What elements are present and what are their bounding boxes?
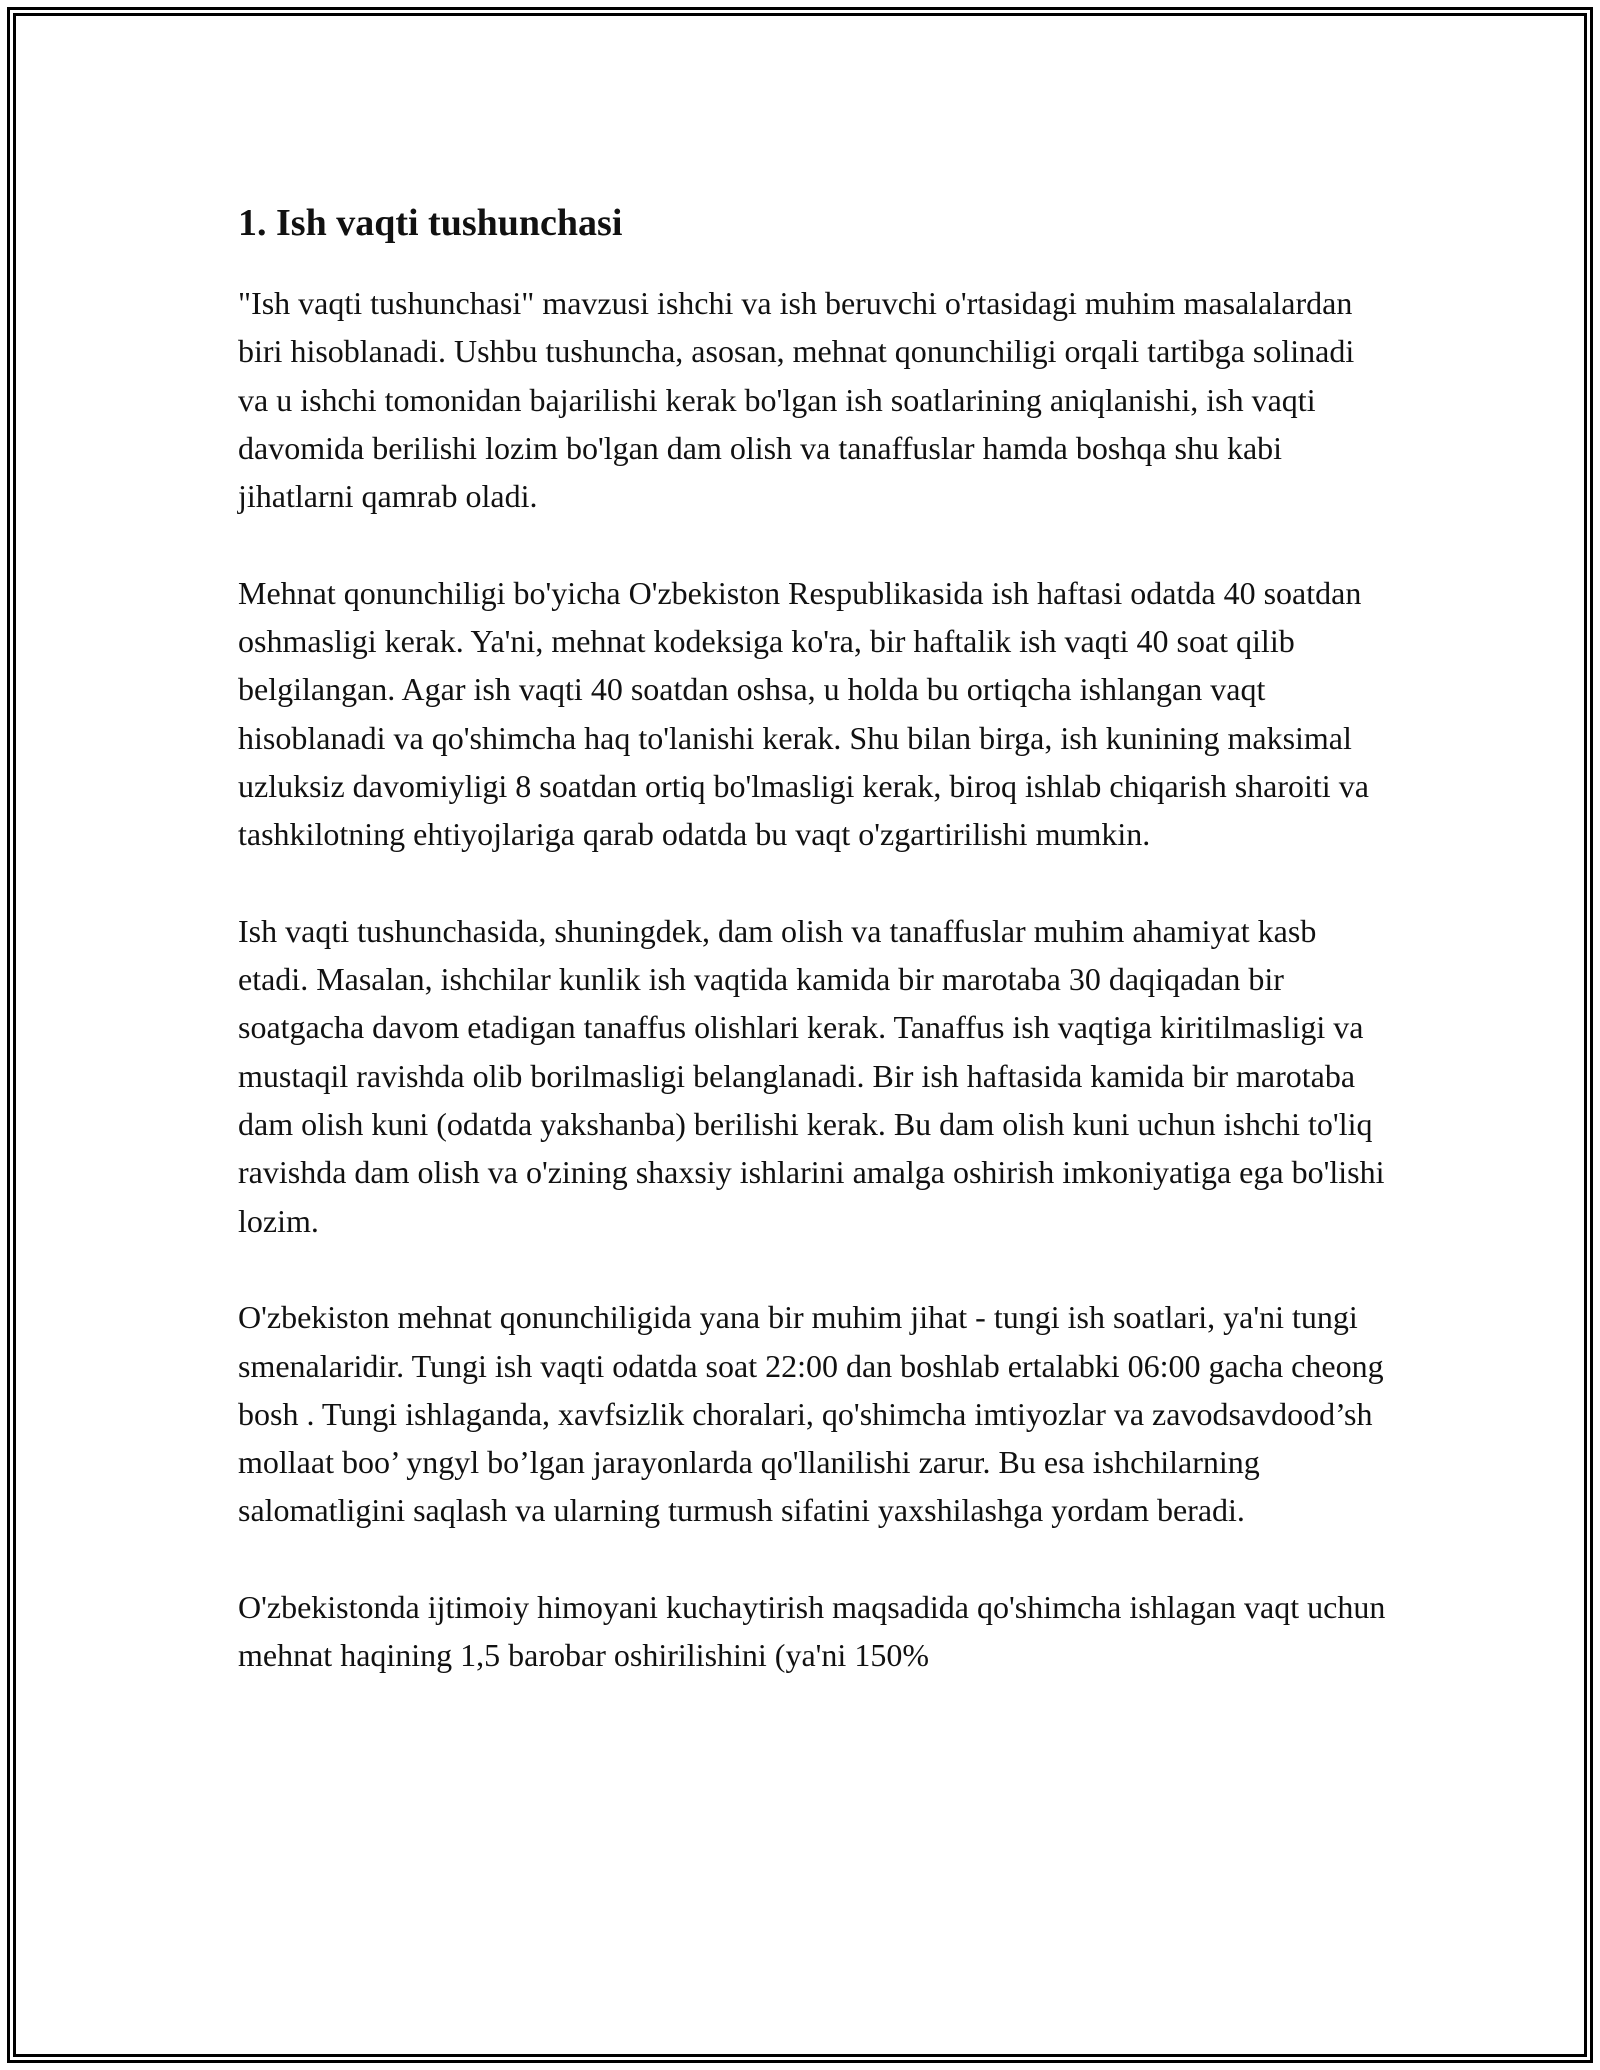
paragraph-2: Mehnat qonunchiligi bo'yicha O'zbekiston Respublikasida ish haftasi odatda 40 soatdan oshmasligi kerak. Ya'ni, mehnat kodeksiga ko'ra, bir haftalik ish vaqti 40 soat qilib belgilangan. Agar ish vaqti 40 soatdan oshsa, u holda bu ortiqcha ishlangan vaqt hisoblanadi va qo'shimcha haq to'lanishi kerak. Shu bilan birga, ish kunining maksimal uzluksiz davomiyligi 8 soatdan ortiq bo'lmasligi kerak, biroq ishlab chiqarish sharoiti va tashkilotning ehtiyojlariga qarab odatda bu vaqt o'zgartirilishi mumkin. — [238, 574, 1369, 853]
document-body — [238, 199, 1388, 1728]
paragraph-4: O'zbekiston mehnat qonunchiligida yana bir muhim jihat - tungi ish soatlari, ya'ni tungi smenalaridir. Tungi ish vaqti odatda soat 22:00 dan boshlab ertalabki 06:00 gacha cheong bosh . Tungi ishlaganda, xavfsizlik choralari, qo'shimcha imtiyozlar va zavodsavdood’sh mollaat boo’ yngyl bo’lgan jarayonlarda qo'llanilishi zarur. Bu esa ishchilarning salomatligini saqlash va ularning turmush sifatini yaxshilashga yordam beradi. — [238, 1299, 1384, 1529]
paragraph-1: "Ish vaqti tushunchasi" mavzusi ishchi va ish beruvchi o'rtasidagi muhim masalalardan biri hisoblanadi. Ushbu tushuncha, asosan, mehnat qonunchiligi orqali tartibga solinadi va u ishchi tomonidan bajarilishi kerak bo'lgan ish soatlarining aniqlanishi, ish vaqti davomida berilishi lozim bo'lgan dam olish va tanaffuslar hamda boshqa shu kabi jihatlarni qamrab oladi. — [238, 285, 1355, 515]
paragraph-3: Ish vaqti tushunchasida, shuningdek, dam olish va tanaffuslar muhim ahamiyat kasb etadi. Masalan, ishchilar kunlik ish vaqtida kamida bir marotaba 30 daqiqadan bir soatgacha davom etadigan tanaffus olishlari kerak. Tanaffus ish vaqtiga kiritilmasligi va mustaqil ravishda olib borilmasligi belanglanadi. Bir ish haftasida kamida bir marotaba dam olish kuni (odatda yakshanba) berilishi kerak. Bu dam olish kuni uchun ishchi to'liq ravishda dam olish va o'zining shaxsiy ishlarini amalga oshirish imkoniyatiga ega bo'lishi lozim. — [238, 912, 1385, 1239]
page-border-inner — [13, 13, 1587, 2057]
paragraph-5: O'zbekistonda ijtimoiy himoyani kuchaytirish maqsadida qo'shimcha ishlagan vaqt uchun mehnat haqining 1,5 barobar oshirilishini (ya'ni 150% — [238, 1589, 1386, 1674]
section-heading: 1. Ish vaqti tushunchasi — [238, 202, 623, 244]
page-border-outer — [7, 7, 1593, 2063]
